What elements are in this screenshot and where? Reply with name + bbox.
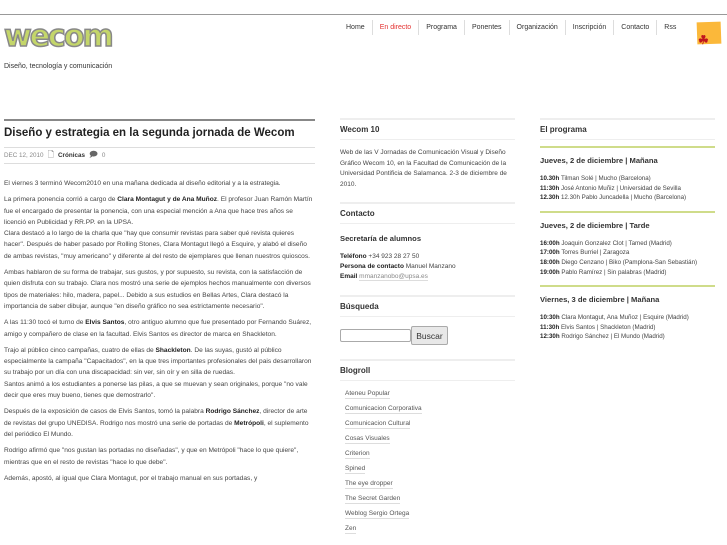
sidebar-middle [340,118,515,539]
blogroll-item [345,449,515,464]
program-item: 12.30h 12.30h Pablo Juncadella | Mucho (Barcelona) [540,194,687,202]
search-button[interactable]: Buscar [411,326,448,345]
blogroll-link[interactable]: The eye dropper [345,480,393,488]
email-link[interactable]: mmanzanobo@upsa.es [359,272,428,280]
post-paragraph: Ambas hablaron de su forma de trabajar, sus gustos, y por supuesto, su revista, con la satisfacción de quien disfruta con su trabajo. Clara nos mostró una serie de ejemplos hechos manualmente con diversos tipos de materiales: hilo, madera, papel... Debido a sus estudios en Bellas Artes, Clara destacó la importancia de saber dibujar, aunque "en diseño gráfico no sea estrictamente necesario". [4,269,311,310]
person-label: Persona de contacto [340,262,404,270]
contact-subtitle: Secretaría de alumnos [340,234,422,243]
blogroll-item [345,509,515,524]
program-day [540,146,715,211]
program-day [540,285,715,350]
program-item: 10:30h Clara Montagut, Ana Muñoz | Esquire (Madrid) [540,314,689,322]
widget-title-programa: El programa [540,118,715,140]
main-nav [341,20,683,35]
nav-contacto[interactable]: Contacto [613,20,656,35]
blogroll-link[interactable]: Cosas Visuales [345,435,390,443]
program-days [540,146,715,350]
blogroll-item [345,479,515,494]
program-item: 11:30h José Antonio Muñiz | Universidad de Sevilla [540,184,681,192]
rss-glyph-icon: ☘ [698,33,709,47]
nav-organizacion[interactable]: Organización [509,20,565,35]
blogroll-link[interactable]: Zen [345,525,357,533]
nav-rss[interactable]: Rss [656,20,683,35]
nav-programa[interactable]: Programa [418,20,464,35]
blogroll-link[interactable]: Comunicacion Cultural [345,420,411,428]
blogroll-link[interactable]: Ateneu Popular [345,390,390,398]
post-date: DEC 12, 2010 [4,152,44,159]
person-value: Manuel Manzano [405,262,456,270]
program-day [540,211,715,285]
widget-title-contacto: Contacto [340,202,515,224]
widget-title-wecom: Wecom 10 [340,118,515,140]
blogroll-item [345,389,515,404]
post [4,119,315,489]
program-item: 17:00h Torres Burriel | Zaragoza [540,249,630,257]
top-rule [0,14,727,15]
post-category-link[interactable]: Crónicas [58,152,85,159]
contact-email [340,272,515,282]
widget-title-busqueda: Búsqueda [340,295,515,317]
blogroll-item [345,404,515,419]
nav-home[interactable]: Home [346,24,365,31]
contact-phone [340,252,515,262]
post-paragraph: La primera ponencia corrió a cargo de Clara Montagut y de Ana Muñoz. El profesor Juan Ramón Martín fue el encargado de presentar la ponencia, con una especial mención a Ana que hace tres años se licenció en Publicidad y RR.PP. en la UPSA. Clara destacó a lo largo de la charla que "hay que consumir revistas para saber qué revista quieres hacer". Después de haber pasado por Rolling Stones, Clara Montagut llegó a Esquire, y alabó el diseño de ambas revistas, "muy americano" y diferente al del resto de ejemplares que llenan nuestros quioscos. [4,196,313,260]
contact-person [340,262,515,272]
blogroll-item [345,434,515,449]
program-item: 11:30h Elvis Santos | Shackleton (Madrid) [540,323,656,331]
nav-en-directo[interactable]: En directo [372,20,419,35]
program-item: 18:00h Diego Cenzano | Biko (Pamplona-San Sebastián) [540,258,698,266]
program-item: 10.30h Tilman Solé | Mucho (Barcelona) [540,175,651,182]
blogroll-link[interactable]: The Secret Garden [345,495,401,503]
blogroll-link[interactable]: Comunicacion Corporativa [345,405,422,413]
email-label: Email [340,272,358,280]
post-body [4,178,315,484]
program-day-title: Jueves, 2 de diciembre | Mañana [540,156,658,165]
post-meta [4,147,315,164]
program-day-title: Jueves, 2 de diciembre | Tarde [540,220,650,230]
blogroll-link[interactable]: Weblog Sergio Ortega [345,510,410,518]
post-top-rule [4,119,315,121]
site-tagline: Diseño, tecnología y comunicación [4,63,113,70]
program-day-title: Viernes, 3 de diciembre | Mañana [540,295,660,305]
nav-inscripcion[interactable]: Inscripción [565,20,613,35]
post-paragraph: Además, apostó, al igual que Clara Montagut, por el trabajo manual en sus portadas, y [4,474,258,482]
site-logo[interactable]: wecom [4,19,112,54]
post-paragraph: Trajo al público cinco campañas, cuatro de ellas de Shackleton. De las suyas, gustó al público especialmente la campaña "Capacitados", en la que tres importantes profesionales del pais desarrollaron su trabajo por un día con una discapacidad: sin ver, sin oír y en silla de ruedas. Santos animó a los estudiantes a ponerse las pilas, a que se muevan y sean originales, porque "no vale decir que eres muy bueno, tienes que demostrarlo". [4,346,312,400]
search-form [340,326,515,345]
post-comments-count[interactable]: 0 [101,152,106,159]
post-paragraph: El viernes 3 terminó Wecom2010 en una mañana dedicada al diseño editorial y a la estrategia. [4,180,281,187]
nav-ponentes[interactable]: Ponentes [464,20,509,35]
program-item: 12:30h Rodrigo Sánchez | El Mundo (Madrid) [540,333,665,341]
post-paragraph: Después de la exposición de casos de Elvis Santos, tomó la palabra Rodrigo Sánchez, director de arte de revistas del grupo UNEDISA. Rodrigo nos mostró una serie de portadas de Metrópoli, el suplemento del periódico El Mundo. [4,408,309,438]
search-input[interactable] [340,329,411,342]
blogroll-link[interactable]: Spined [345,465,366,473]
comment-icon: 🗩 [88,149,98,159]
post-paragraph: A las 11:30 tocó el turno de Elvis Santos, otro antiguo alumno que fue presentado por Fernando Suárez, amigo y compañero de clase en la facultad. Elvis Santos es director de marca en Shackleton. [4,319,312,338]
blogroll-list [340,381,515,539]
blogroll-item [345,494,515,509]
blogroll-item [345,524,515,539]
blogroll-item [345,464,515,479]
blogroll-item [345,419,515,434]
sidebar-program [540,118,715,350]
blogroll-link[interactable]: Criterion [345,450,370,458]
program-item: 16:00h Joaquin Gonzalez Clot | Tamed (Madrid) [540,239,672,247]
post-title[interactable]: Diseño y estrategia en la segunda jornada de Wecom [4,127,295,139]
phone-label: Teléfono [340,253,367,260]
widget-text-wecom: Web de las V Jornadas de Comunicación Visual y Diseño Gráfico Wecom 10, en la Facultad de Comunicación de la Universidad Pontificia de Salamanca. 2-3 de diciembre de 2010. [340,149,507,188]
widget-title-blogroll: Blogroll [340,359,515,381]
category-icon: 🗋 [47,149,54,159]
phone-value: +34 923 28 27 50 [368,253,420,260]
program-item: 19:00h Pablo Ramírez | Sin palabras (Madrid) [540,268,667,276]
post-paragraph: Rodrigo afirmó que "nos gustan las portadas no diseñadas", y que en Metrópoli "hace lo que quiere", mientras que en el resto de revistas "hace lo que debe". [4,447,299,466]
